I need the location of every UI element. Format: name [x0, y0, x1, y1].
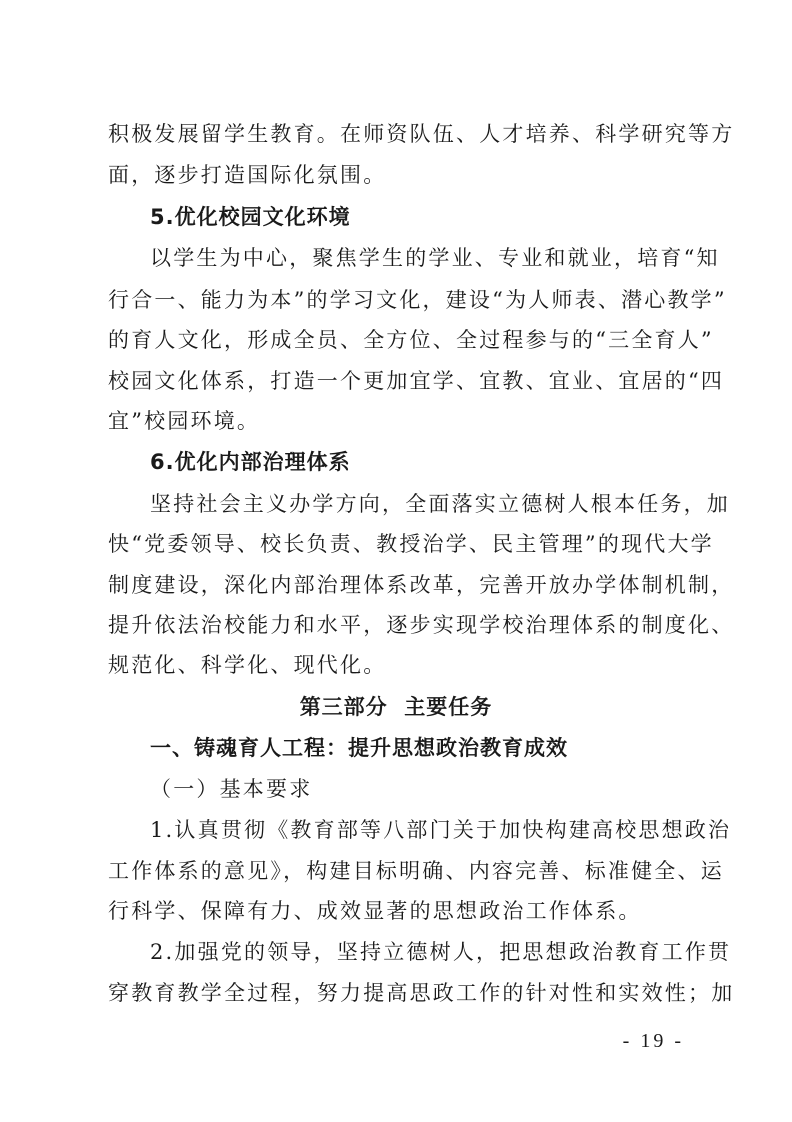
body-text-line: 的育人文化，形成全员、全方位、全过程参与的“三全育人”: [108, 328, 714, 352]
body-text-line: 制度建设，深化内部治理体系改革，完善开放办学体制机制，: [108, 573, 735, 597]
section-heading: 5.优化校园文化环境: [150, 205, 351, 229]
body-text-line: 行合一、能力为本”的学习文化，建设“为人师表、潜心教学”: [108, 288, 727, 312]
body-text-line: 规范化、科学化、现代化。: [108, 653, 387, 677]
body-text-line: 工作体系的意见》，构建目标明确、内容完善、标准健全、运: [108, 859, 724, 883]
body-text-line: 快“党委领导、校长负责、教授治学、民主管理”的现代大学: [108, 532, 714, 556]
body-text-line: 2.加强党的领导，坚持立德树人，把思想政治教育工作贯: [150, 940, 732, 964]
body-text-line: 行科学、保障有力、成效显著的思想政治工作体系。: [108, 899, 642, 923]
body-text-line: 1.认真贯彻《教育部等八部门关于加快构建高校思想政治: [150, 818, 732, 842]
section-heading: 一、铸魂育人工程：提升思想政治教育成效: [150, 736, 568, 760]
body-text-line: 提升依法治校能力和水平，逐步实现学校治理体系的制度化、: [108, 613, 735, 637]
body-text-line: 积极发展留学生教育。在师资队伍、人才培养、科学研究等方: [108, 122, 735, 146]
body-text-line: 宜”校园环境。: [108, 409, 261, 433]
section-heading: 6.优化内部治理体系: [150, 450, 351, 474]
page-number: - 19 -: [622, 1030, 684, 1052]
body-text-line: 以学生为中心，聚焦学生的学业、专业和就业，培育“知: [150, 246, 720, 270]
body-text-line: 面，逐步打造国际化氛围。: [108, 163, 387, 187]
part-title: 第三部分 主要任务: [299, 695, 493, 719]
body-text-line: 校园文化体系，打造一个更加宜学、宜教、宜业、宜居的“四: [108, 369, 725, 393]
subheading: （一）基本要求: [150, 777, 313, 801]
body-text-line: 坚持社会主义办学方向，全面落实立德树人根本任务，加: [150, 492, 730, 516]
body-text-line: 穿教育教学全过程，努力提高思政工作的针对性和实效性；加: [108, 981, 735, 1005]
